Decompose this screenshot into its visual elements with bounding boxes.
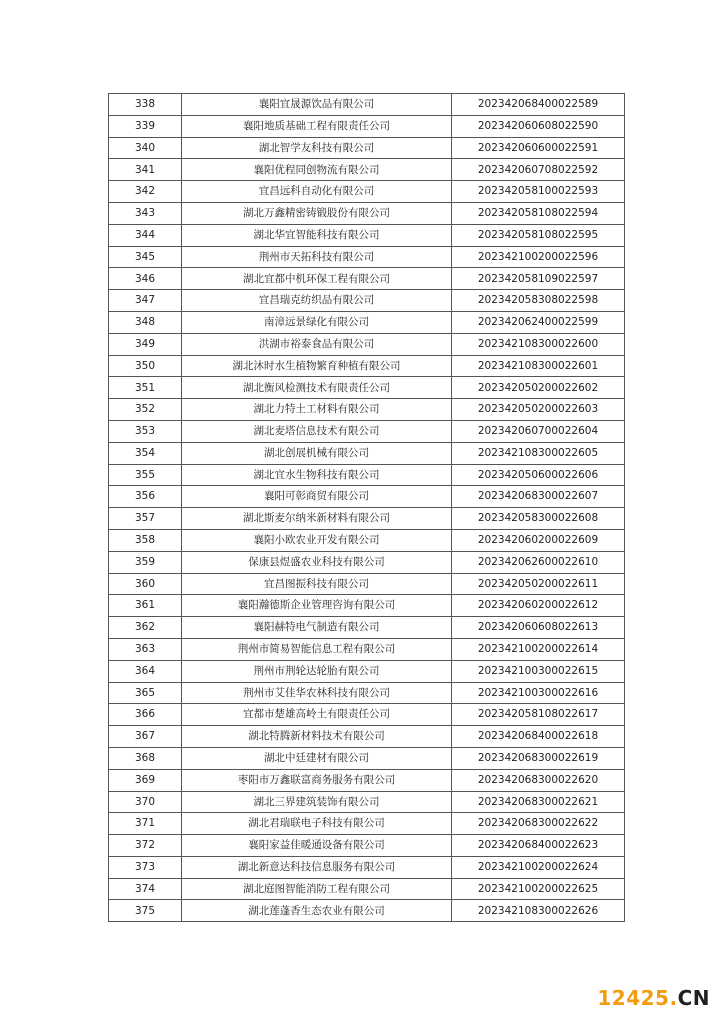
- row-number-cell: 363: [109, 638, 182, 660]
- registration-code-cell: 202342068300022620: [452, 769, 625, 791]
- registration-code-cell: 202342060700022604: [452, 420, 625, 442]
- table-row: [109, 595, 625, 617]
- company-name-cell: 南漳远景绿化有限公司: [182, 311, 452, 333]
- table-row: [109, 878, 625, 900]
- row-number-cell: 347: [109, 290, 182, 312]
- table-row: [109, 573, 625, 595]
- row-number-cell: 360: [109, 573, 182, 595]
- table-row: [109, 551, 625, 573]
- table-row: [109, 333, 625, 355]
- registration-code-cell: 202342100200022596: [452, 246, 625, 268]
- registration-code-cell: 202342100200022624: [452, 856, 625, 878]
- row-number-cell: 359: [109, 551, 182, 573]
- table-row: [109, 355, 625, 377]
- company-name-cell: 湖北力特土工材料有限公司: [182, 399, 452, 421]
- table-row: [109, 377, 625, 399]
- registration-code-cell: 202342060608022590: [452, 115, 625, 137]
- registration-code-cell: 202342100200022625: [452, 878, 625, 900]
- company-name-cell: 湖北沐时水生植物繁育种植有限公司: [182, 355, 452, 377]
- registration-code-cell: 202342058108022594: [452, 202, 625, 224]
- row-number-cell: 364: [109, 660, 182, 682]
- company-name-cell: 荆州市天拓科技有限公司: [182, 246, 452, 268]
- company-name-cell: 襄阳瀚德斯企业管理咨询有限公司: [182, 595, 452, 617]
- row-number-cell: 348: [109, 311, 182, 333]
- table-row: [109, 682, 625, 704]
- row-number-cell: 342: [109, 181, 182, 203]
- registration-code-cell: 202342050200022611: [452, 573, 625, 595]
- table-row: [109, 813, 625, 835]
- row-number-cell: 366: [109, 704, 182, 726]
- row-number-cell: 371: [109, 813, 182, 835]
- company-name-cell: 襄阳赫特电气制造有限公司: [182, 617, 452, 639]
- row-number-cell: 370: [109, 791, 182, 813]
- registration-code-cell: 202342068300022622: [452, 813, 625, 835]
- table-row: [109, 181, 625, 203]
- table-row: [109, 835, 625, 857]
- registration-code-cell: 202342062600022610: [452, 551, 625, 573]
- registration-code-cell: 202342050600022606: [452, 464, 625, 486]
- row-number-cell: 344: [109, 224, 182, 246]
- registration-code-cell: 202342108300022605: [452, 442, 625, 464]
- row-number-cell: 343: [109, 202, 182, 224]
- row-number-cell: 372: [109, 835, 182, 857]
- registration-code-cell: 202342068300022621: [452, 791, 625, 813]
- row-number-cell: 365: [109, 682, 182, 704]
- registration-code-cell: 202342060200022609: [452, 529, 625, 551]
- row-number-cell: 346: [109, 268, 182, 290]
- row-number-cell: 356: [109, 486, 182, 508]
- company-name-cell: 湖北智学友科技有限公司: [182, 137, 452, 159]
- row-number-cell: 373: [109, 856, 182, 878]
- company-name-cell: 荆州市艾佳华农林科技有限公司: [182, 682, 452, 704]
- table-row: [109, 660, 625, 682]
- company-name-cell: 保康县煜盛农业科技有限公司: [182, 551, 452, 573]
- company-name-cell: 湖北宜水生物科技有限公司: [182, 464, 452, 486]
- company-name-cell: 襄阳地质基础工程有限责任公司: [182, 115, 452, 137]
- registration-code-cell: 202342058100022593: [452, 181, 625, 203]
- table-row: [109, 508, 625, 530]
- registration-code-cell: 202342108300022601: [452, 355, 625, 377]
- row-number-cell: 351: [109, 377, 182, 399]
- table-row: [109, 202, 625, 224]
- company-name-cell: 湖北新意达科技信息服务有限公司: [182, 856, 452, 878]
- row-number-cell: 353: [109, 420, 182, 442]
- registration-code-cell: 202342100300022616: [452, 682, 625, 704]
- row-number-cell: 350: [109, 355, 182, 377]
- company-name-cell: 湖北特腾新材料技术有限公司: [182, 726, 452, 748]
- company-name-cell: 襄阳可彰商贸有限公司: [182, 486, 452, 508]
- company-name-cell: 湖北衡风检测技术有限责任公司: [182, 377, 452, 399]
- table-row: [109, 769, 625, 791]
- row-number-cell: 357: [109, 508, 182, 530]
- table-row: [109, 311, 625, 333]
- company-name-cell: 襄阳优程同创物流有限公司: [182, 159, 452, 181]
- table-row: [109, 856, 625, 878]
- table-row: [109, 704, 625, 726]
- company-name-cell: 湖北华宜智能科技有限公司: [182, 224, 452, 246]
- company-name-cell: 宜昌瑞克纺织品有限公司: [182, 290, 452, 312]
- table-row: [109, 791, 625, 813]
- row-number-cell: 352: [109, 399, 182, 421]
- registration-code-cell: 202342060708022592: [452, 159, 625, 181]
- row-number-cell: 355: [109, 464, 182, 486]
- row-number-cell: 339: [109, 115, 182, 137]
- registration-code-cell: 202342108300022600: [452, 333, 625, 355]
- registration-code-cell: 202342062400022599: [452, 311, 625, 333]
- row-number-cell: 368: [109, 747, 182, 769]
- table-row: [109, 617, 625, 639]
- row-number-cell: 345: [109, 246, 182, 268]
- registration-code-cell: 202342058300022608: [452, 508, 625, 530]
- registration-code-cell: 202342068300022619: [452, 747, 625, 769]
- company-name-cell: 湖北中廷建材有限公司: [182, 747, 452, 769]
- registration-code-cell: 20234206840002​2589: [452, 94, 625, 116]
- registration-code-cell: 202342060608022613: [452, 617, 625, 639]
- registration-code-cell: 202342068300022607: [452, 486, 625, 508]
- registration-code-cell: 202342058108022617: [452, 704, 625, 726]
- table-row: [109, 290, 625, 312]
- row-number-cell: 349: [109, 333, 182, 355]
- table-row: [109, 486, 625, 508]
- table-row: [109, 464, 625, 486]
- table-row: [109, 726, 625, 748]
- row-number-cell: 341: [109, 159, 182, 181]
- registration-code-cell: 202342100300022615: [452, 660, 625, 682]
- watermark-number: 12425: [597, 986, 670, 1010]
- company-name-cell: 湖北创展机械有限公司: [182, 442, 452, 464]
- table-row: [109, 246, 625, 268]
- registration-code-cell: 202342058109022597: [452, 268, 625, 290]
- table-row: [109, 137, 625, 159]
- registration-code-cell: 202342060200022612: [452, 595, 625, 617]
- table-row: [109, 224, 625, 246]
- company-name-cell: 湖北万鑫精密铸锻股份有限公司: [182, 202, 452, 224]
- table-row: [109, 420, 625, 442]
- table-row: [109, 268, 625, 290]
- company-name-cell: 湖北斯麦尔纳米新材料有限公司: [182, 508, 452, 530]
- registration-code-cell: 202342050200022602: [452, 377, 625, 399]
- row-number-cell: 369: [109, 769, 182, 791]
- table-body: [109, 94, 625, 922]
- registration-code-cell: 202342108300022626: [452, 900, 625, 922]
- company-name-cell: 襄阳小欧农业开发有限公司: [182, 529, 452, 551]
- row-number-cell: 354: [109, 442, 182, 464]
- company-name-cell: 湖北君瑞联电子科技有限公司: [182, 813, 452, 835]
- row-number-cell: 375: [109, 900, 182, 922]
- row-number-cell: 367: [109, 726, 182, 748]
- registration-code-cell: 202342050200022603: [452, 399, 625, 421]
- site-watermark: [597, 986, 710, 1010]
- row-number-cell: 340: [109, 137, 182, 159]
- company-list-table: [108, 93, 625, 922]
- company-name-cell: 宜都市楚雄高岭土有限责任公司: [182, 704, 452, 726]
- table-row: [109, 442, 625, 464]
- table-row: [109, 159, 625, 181]
- row-number-cell: 361: [109, 595, 182, 617]
- table-row: [109, 115, 625, 137]
- registration-code-cell: 202342068400022618: [452, 726, 625, 748]
- table-row: [109, 747, 625, 769]
- company-name-cell: 荆州市简易智能信息工程有限公司: [182, 638, 452, 660]
- company-name-cell: 宜昌远科自动化有限公司: [182, 181, 452, 203]
- row-number-cell: 374: [109, 878, 182, 900]
- table-row: [109, 399, 625, 421]
- table-row: [109, 529, 625, 551]
- company-name-cell: 湖北三界建筑装饰有限公司: [182, 791, 452, 813]
- company-name-cell: 湖北宜都中机环保工程有限公司: [182, 268, 452, 290]
- registration-code-cell: 202342060600022591: [452, 137, 625, 159]
- row-number-cell: 338: [109, 94, 182, 116]
- company-name-cell: 荆州市荆轮达轮胎有限公司: [182, 660, 452, 682]
- table-row: [109, 94, 625, 116]
- row-number-cell: 362: [109, 617, 182, 639]
- company-name-cell: 襄阳家益佳暖通设备有限公司: [182, 835, 452, 857]
- company-name-cell: 湖北庭图智能消防工程有限公司: [182, 878, 452, 900]
- company-name-cell: 宜昌图振科技有限公司: [182, 573, 452, 595]
- company-name-cell: 枣阳市万鑫联富商务服务有限公司: [182, 769, 452, 791]
- registration-code-cell: 202342058308022598: [452, 290, 625, 312]
- table-row: [109, 638, 625, 660]
- company-name-cell: 洪湖市裕泰食品有限公司: [182, 333, 452, 355]
- company-name-cell: 湖北麦塔信息技术有限公司: [182, 420, 452, 442]
- registration-code-cell: 202342058108022595: [452, 224, 625, 246]
- row-number-cell: 358: [109, 529, 182, 551]
- registration-code-cell: 202342068400022623: [452, 835, 625, 857]
- watermark-dot: .: [669, 986, 678, 1010]
- table-row: [109, 900, 625, 922]
- watermark-tld: CN: [677, 986, 710, 1010]
- company-name-cell: 襄阳宜晟源饮品有限公司: [182, 94, 452, 116]
- registration-code-cell: 202342100200022614: [452, 638, 625, 660]
- company-name-cell: 湖北莲蓬香生态农业有限公司: [182, 900, 452, 922]
